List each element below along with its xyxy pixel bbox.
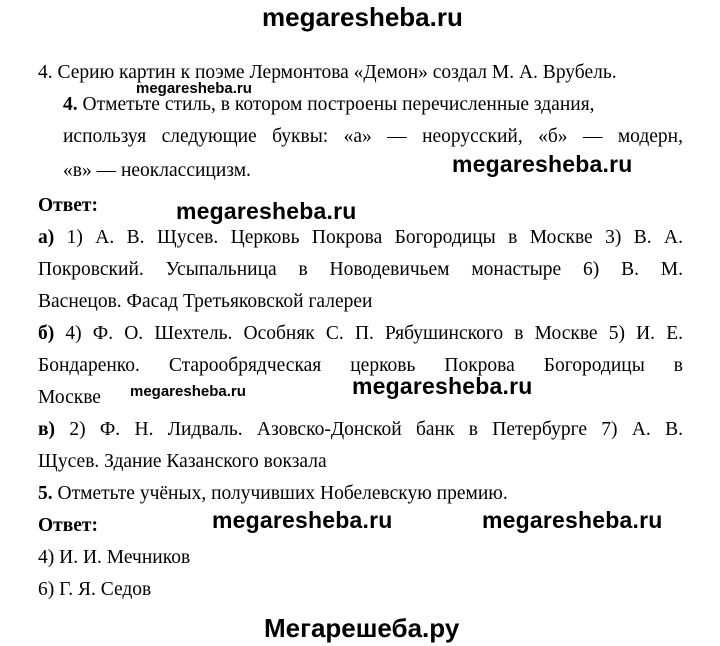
task-5 <box>38 482 508 506</box>
watermark-overlay: megaresheba.ru <box>130 383 246 400</box>
answer-b-line-3: Москве <box>38 387 101 408</box>
answer-v-line-2: Щусев. Здание Казанского вокзала <box>38 451 327 472</box>
answer-label-2: Ответ: <box>38 515 99 536</box>
answer-v-label: в) <box>38 419 56 440</box>
watermark-overlay: megaresheba.ru <box>136 80 252 97</box>
watermark-overlay: megaresheba.ru <box>482 507 663 533</box>
previous-item-text: 4. Серию картин к поэме Лермонтова «Демон» создал М. А. Врубель. <box>38 62 617 83</box>
answer-a-line-3: Васнецов. Фасад Третьяковской галереи <box>38 291 373 312</box>
answer-a-label: а) <box>38 227 55 248</box>
task-5-text: Отметьте учёных, получивших Нобелевскую премию. <box>57 483 508 504</box>
answer-b-line-2: Бондаренко. Старообрядческая церковь Покрова Богородицы в <box>38 355 683 376</box>
answer-label: Ответ: <box>38 195 99 216</box>
answer-v-line-1 <box>38 418 683 442</box>
answer-a-line-2: Покровский. Усыпальница в Новодевичьем монастыре 6) В. М. <box>38 259 683 280</box>
header-watermark: megaresheba.ru <box>262 2 463 32</box>
answer-v-text-1: 2) Ф. Н. Лидваль. Азовско-Донской банк в Петербурге 7) А. В. <box>69 419 684 440</box>
answer-b-line-1 <box>38 322 683 346</box>
answer-5-item-1: 4) И. И. Мечников <box>38 547 191 568</box>
answer-b-text-1: 4) Ф. О. Шехтель. Особняк С. П. Рябушинского в Москве 5) И. Е. <box>65 323 683 344</box>
answer-b-label: б) <box>38 323 55 344</box>
task-4-text-1: Отметьте стиль, в котором построены перечисленные здания, <box>82 94 595 115</box>
answer-a-text-1: 1) А. В. Щусев. Церковь Покрова Богородицы в Москве 3) В. А. <box>66 227 683 248</box>
task-4-line-3: «в» — неоклассицизм. <box>63 160 251 181</box>
watermark-overlay: megaresheba.ru <box>212 507 393 533</box>
task-4-number: 4. <box>63 94 78 115</box>
task-4-line-2: используя следующие буквы: «а» — неорусский, «б» — модерн, <box>63 126 683 147</box>
answer-5-item-2: 6) Г. Я. Седов <box>38 579 152 600</box>
answer-a-line-1 <box>38 226 683 250</box>
footer-watermark: Мегарешеба.ру <box>264 613 460 643</box>
watermark-overlay: megaresheba.ru <box>452 151 633 177</box>
watermark-overlay: megaresheba.ru <box>176 198 357 224</box>
watermark-overlay: megaresheba.ru <box>352 373 533 399</box>
task-5-number: 5. <box>38 483 53 504</box>
